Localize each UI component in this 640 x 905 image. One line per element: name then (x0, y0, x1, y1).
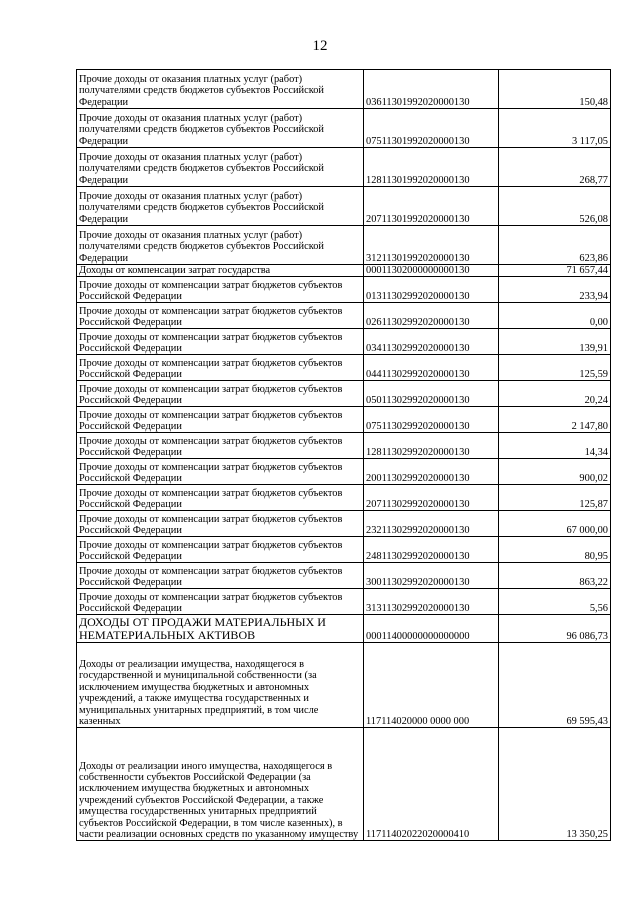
row-code: 05011302992020000130 (364, 381, 499, 407)
table-row (77, 485, 611, 511)
row-name: Прочие доходы от оказания платных услуг (работ) получателями средств бюджетов субъектов Российской Федерации (77, 109, 364, 148)
row-amount: 139,91 (499, 329, 611, 355)
table-row (77, 615, 611, 643)
row-amount: 125,59 (499, 355, 611, 381)
row-code: 07511301992020000130 (364, 109, 499, 148)
row-code: 11711402022020000410 (364, 728, 499, 841)
table-row (77, 187, 611, 226)
row-code: 00011400000000000000 (364, 615, 499, 643)
row-code: 30011302992020000130 (364, 563, 499, 589)
row-name: Прочие доходы от оказания платных услуг (работ) получателями средств бюджетов субъектов Российской Федерации (77, 226, 364, 265)
table-row (77, 355, 611, 381)
row-code: 20711301992020000130 (364, 187, 499, 226)
row-code: 03611301992020000130 (364, 70, 499, 109)
row-name: Прочие доходы от компенсации затрат бюджетов субъектов Российской Федерации (77, 329, 364, 355)
table-row (77, 148, 611, 187)
row-code: 00011302000000000130 (364, 265, 499, 277)
row-code: 12811302992020000130 (364, 433, 499, 459)
row-amount: 623,86 (499, 226, 611, 265)
row-code: 02611302992020000130 (364, 303, 499, 329)
row-amount: 125,87 (499, 485, 611, 511)
table-row (77, 459, 611, 485)
table-row (77, 277, 611, 303)
row-name: Прочие доходы от компенсации затрат бюджетов субъектов Российской Федерации (77, 433, 364, 459)
row-amount: 67 000,00 (499, 511, 611, 537)
table-row (77, 329, 611, 355)
table-row (77, 303, 611, 329)
row-amount: 20,24 (499, 381, 611, 407)
row-amount: 5,56 (499, 589, 611, 615)
row-name: Прочие доходы от компенсации затрат бюджетов субъектов Российской Федерации (77, 303, 364, 329)
row-name: Прочие доходы от компенсации затрат бюджетов субъектов Российской Федерации (77, 563, 364, 589)
row-name: Прочие доходы от компенсации затрат бюджетов субъектов Российской Федерации (77, 355, 364, 381)
row-amount: 150,48 (499, 70, 611, 109)
table-row (77, 226, 611, 265)
row-amount: 96 086,73 (499, 615, 611, 643)
row-code: 03411302992020000130 (364, 329, 499, 355)
row-name: ДОХОДЫ ОТ ПРОДАЖИ МАТЕРИАЛЬНЫХ И НЕМАТЕРИАЛЬНЫХ АКТИВОВ (77, 615, 364, 643)
row-name: Прочие доходы от компенсации затрат бюджетов субъектов Российской Федерации (77, 485, 364, 511)
row-amount: 13 350,25 (499, 728, 611, 841)
table-row (77, 563, 611, 589)
row-code: 20011302992020000130 (364, 459, 499, 485)
row-code: 31311302992020000130 (364, 589, 499, 615)
row-code: 23211302992020000130 (364, 511, 499, 537)
row-amount: 0,00 (499, 303, 611, 329)
row-amount: 268,77 (499, 148, 611, 187)
row-amount: 2 147,80 (499, 407, 611, 433)
row-name: Прочие доходы от компенсации затрат бюджетов субъектов Российской Федерации (77, 381, 364, 407)
page-number: 12 (312, 38, 328, 54)
table-row (77, 70, 611, 109)
row-amount: 3 117,05 (499, 109, 611, 148)
table-row (77, 589, 611, 615)
row-name: Доходы от реализации имущества, находящегося в государственной и муниципальной собственности (за исключением имущества бюджетных и автономных учреждений, а также имущества государственных и муниципальных унитарных предприятий, в том числе казенных (77, 643, 364, 728)
row-name: Прочие доходы от компенсации затрат бюджетов субъектов Российской Федерации (77, 407, 364, 433)
row-code: 04411302992020000130 (364, 355, 499, 381)
table-row (77, 537, 611, 563)
table-row (77, 433, 611, 459)
row-name: Прочие доходы от оказания платных услуг (работ) получателями средств бюджетов субъектов Российской Федерации (77, 70, 364, 109)
row-name: Прочие доходы от компенсации затрат бюджетов субъектов Российской Федерации (77, 459, 364, 485)
row-name: Прочие доходы от компенсации затрат бюджетов субъектов Российской Федерации (77, 589, 364, 615)
row-name: Прочие доходы от компенсации затрат бюджетов субъектов Российской Федерации (77, 511, 364, 537)
row-code: 31211301992020000130 (364, 226, 499, 265)
row-name: Прочие доходы от компенсации затрат бюджетов субъектов Российской Федерации (77, 537, 364, 563)
row-amount: 80,95 (499, 537, 611, 563)
row-amount: 14,34 (499, 433, 611, 459)
row-amount: 526,08 (499, 187, 611, 226)
row-code: 07511302992020000130 (364, 407, 499, 433)
row-code: 01311302992020000130 (364, 277, 499, 303)
row-name: Прочие доходы от оказания платных услуг (работ) получателями средств бюджетов субъектов Российской Федерации (77, 148, 364, 187)
row-name: Прочие доходы от компенсации затрат бюджетов субъектов Российской Федерации (77, 277, 364, 303)
row-code: 20711302992020000130 (364, 485, 499, 511)
row-amount: 900,02 (499, 459, 611, 485)
row-name: Прочие доходы от оказания платных услуг (работ) получателями средств бюджетов субъектов Российской Федерации (77, 187, 364, 226)
row-code: 24811302992020000130 (364, 537, 499, 563)
table-row (77, 407, 611, 433)
table-row (77, 728, 611, 841)
revenue-table (76, 69, 611, 841)
row-amount: 863,22 (499, 563, 611, 589)
row-amount: 233,94 (499, 277, 611, 303)
table-row (77, 109, 611, 148)
table-row (77, 381, 611, 407)
table-row (77, 643, 611, 728)
row-name: Доходы от реализации иного имущества, находящегося в собственности субъектов Российской Федерации (за исключением имущества бюджетных и автономных учреждений субъектов Российской Федерации, а также имущества государственных унитарных предприятий субъектов Российской Федерации, в том числе казенных), в части реализации основных средств по указанному имуществу (77, 728, 364, 841)
row-name: Доходы от компенсации затрат государства (77, 265, 364, 277)
row-amount: 69 595,43 (499, 643, 611, 728)
row-code: 12811301992020000130 (364, 148, 499, 187)
row-code: 117114020000 0000 000 (364, 643, 499, 728)
table-row (77, 265, 611, 277)
table-row (77, 511, 611, 537)
row-amount: 71 657,44 (499, 265, 611, 277)
